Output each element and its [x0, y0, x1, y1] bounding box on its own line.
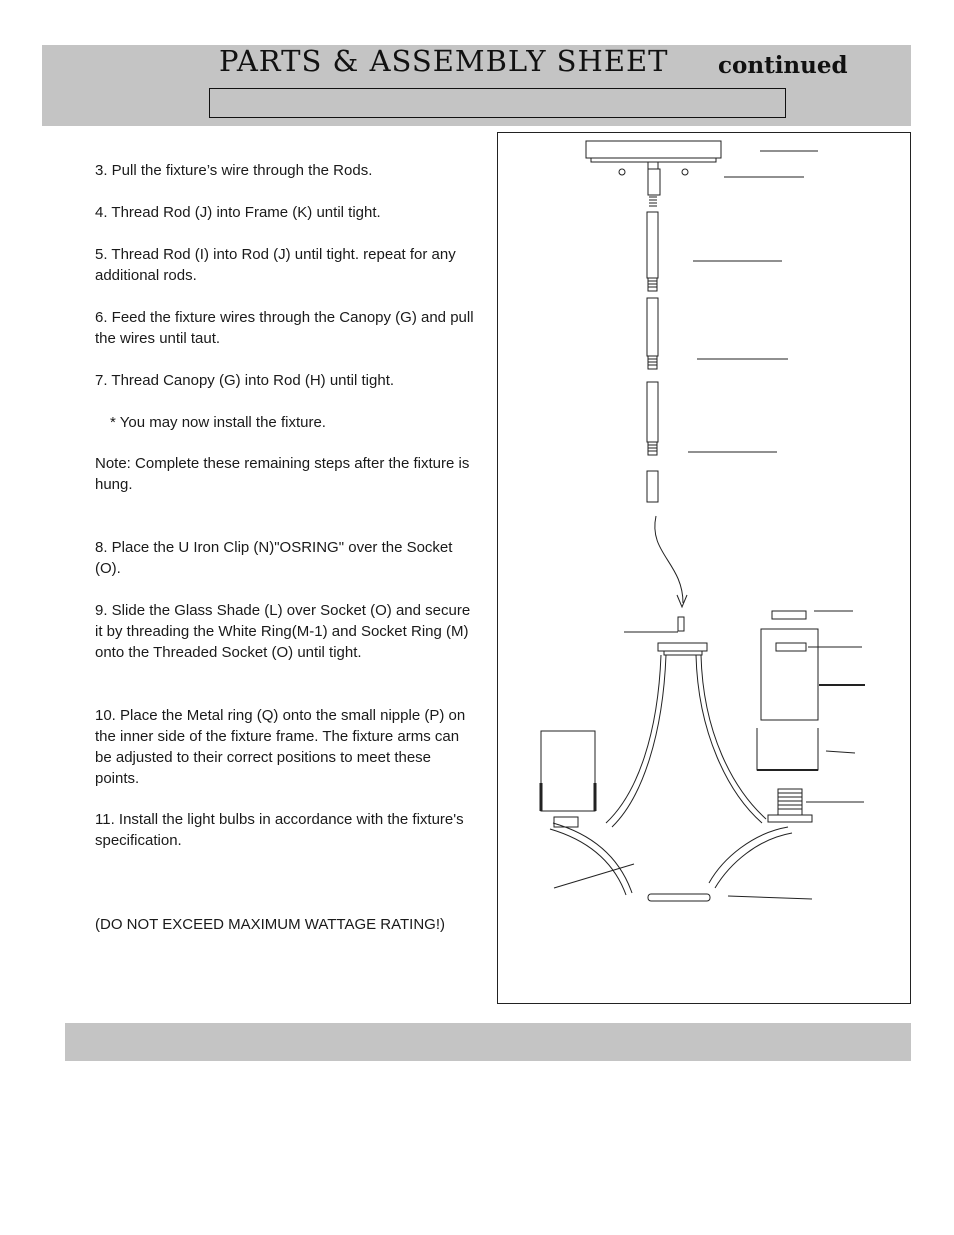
rod-i	[647, 298, 658, 369]
assembly-arrow	[655, 516, 683, 603]
rod-h	[647, 212, 658, 291]
label-leader-lines	[554, 151, 865, 899]
page-title: PARTS & ASSEMBLY SHEET	[219, 44, 669, 78]
assembly-diagram	[497, 132, 911, 1004]
socket-ring-m	[772, 611, 806, 619]
footer-band	[65, 1023, 911, 1061]
threaded-socket-o	[768, 789, 812, 822]
step-10: 10. Place the Metal ring (Q) onto the small nipple (P) on the inner side of the fixture frame. The fixture arms can be adjusted to their correct positions to meet these points.	[95, 707, 466, 787]
step-4: 4. Thread Rod (J) into Frame (K) until tight.	[95, 204, 381, 221]
glass-shade-left	[541, 731, 595, 811]
assembly-diagram-drawing	[498, 133, 912, 1005]
canopy-part	[586, 141, 721, 206]
step-11: 11. Install the light bulbs in accordance with the fixture's specification.	[95, 811, 464, 849]
step-6: 6. Feed the fixture wires through the Canopy (G) and pull the wires until taut.	[95, 309, 474, 347]
step-7: 7. Thread Canopy (G) into Rod (H) until tight.	[95, 372, 395, 389]
step-8: 8. Place the U Iron Clip (N)"OSRING" over the Socket (O).	[95, 539, 453, 577]
u-iron-clip-n	[757, 728, 818, 770]
page-subtitle: continued	[718, 52, 848, 79]
install-note: * You may now install the fixture.	[110, 414, 326, 431]
hung-note: Note: Complete these remaining steps after the fixture is hung.	[95, 455, 470, 493]
rod-short	[647, 471, 658, 502]
wattage-warning: (DO NOT EXCEED MAXIMUM WATTAGE RATING!)	[95, 916, 446, 933]
header-blank-field	[209, 88, 786, 118]
step-9: 9. Slide the Glass Shade (L) over Socket (O) and secure it by threading the White Ring(M-1) and Socket Ring (M) onto the Threaded Socket (O) until tight.	[95, 602, 471, 661]
frame-k	[550, 617, 792, 901]
step-5: 5. Thread Rod (I) into Rod (J) until tight. repeat for any additional rods.	[95, 246, 456, 284]
glass-shade-l	[761, 629, 818, 720]
rod-j	[647, 382, 658, 455]
step-3: 3. Pull the fixture’s wire through the Rods.	[95, 162, 373, 179]
